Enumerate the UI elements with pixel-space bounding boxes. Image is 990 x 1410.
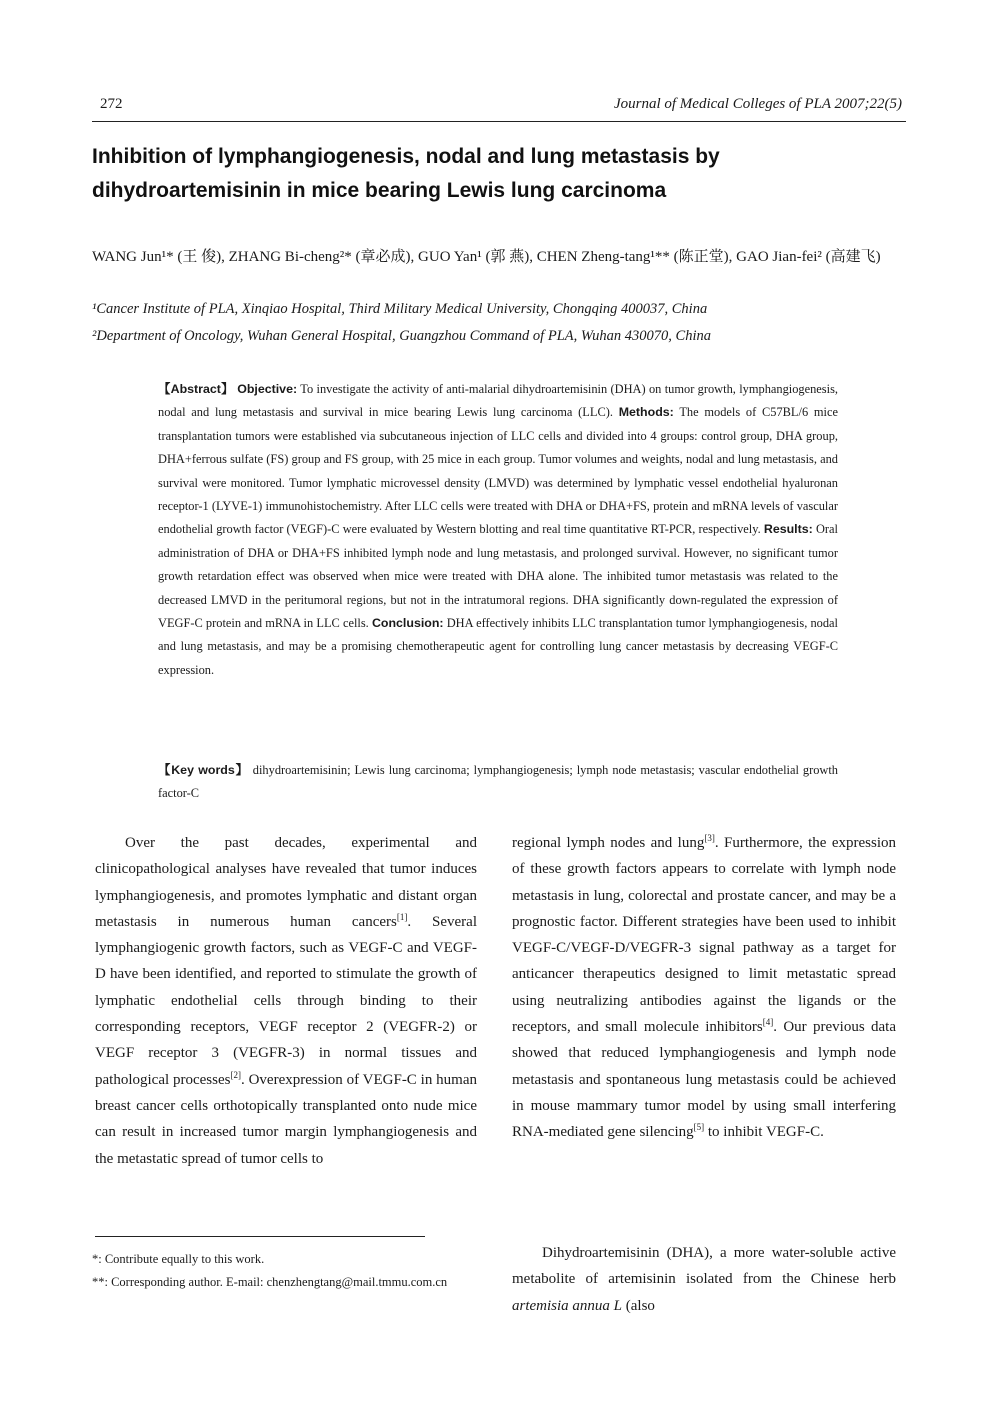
body-paragraph-left [95,830,477,1172]
keywords [158,759,838,806]
body-paragraph-right-1 [512,830,896,1146]
objective-label: Objective: [237,382,298,396]
article-title: Inhibition of lymphangiogenesis, nodal and lung metastasis by dihydroartemisinin in mice bearing Lewis lung carcinoma [92,145,720,202]
journal-running-header: Journal of Medical Colleges of PLA 2007;22(5) [613,96,902,112]
citation-ref: [5] [693,1122,705,1133]
footnote-rule [95,1236,425,1237]
citation-ref: [4] [762,1017,774,1028]
body-paragraph-right-2 [512,1240,896,1319]
affiliation-2: ²Department of Oncology, Wuhan General Hospital, Guangzhou Command of PLA, Wuhan 430070, China [92,328,711,344]
methods-text: The models of C57BL/6 mice transplantation tumors were established via subcutaneous injection of LLC cells and divided into 4 groups: control group, DHA group, DHA+ferrous sulfate (FS) group and FS group, with 25 mice in each group. Tumor volumes and weights, nodal and lung metastasis, and survival were monitored. Tumor lymphatic microvessel density (LMVD) was determined by lymphatic vessel endothelial hyaluronan receptor-1 (LYVE-1) immunohistochemistry. After LLC cells were treated with DHA or DHA+FS, protein and mRNA levels of vascular endothelial growth factor (VEGF)-C were evaluated by Western blotting and real time quantitative RT-PCR, respectively. [158,405,838,537]
citation-ref: [3] [704,833,715,843]
objective-text: To investigate the activity of anti-malarial dihydroartemisinin (DHA) on tumor growth, lymphangiogenesis, nodal and lung metastasis and survival in mice bearing Lewis lung carcinoma (LLC). [158,382,838,420]
conclusion-text: DHA effectively inhibits LLC transplantation tumor lymphangiogenesis, nodal and lung metastasis, and may be a promising chemotherapeutic agent for controlling lung cancer metastasis by decreasing VEGF-C expression. [158,616,838,677]
abstract [158,378,838,682]
keywords-label: 【Key words】 [158,763,249,777]
results-label: Results: [763,522,813,537]
conclusion-label: Conclusion: [371,616,444,631]
keywords-text: dihydroartemisinin; Lewis lung carcinoma; lymphangiogenesis; lymph node metastasis; vascular endothelial growth factor-C [158,763,838,801]
body-text: Dihydroartemisinin (DHA), a more water-soluble active metabolite of artemisinin isolated from the Chinese herb [512,1245,896,1288]
results-text: Oral administration of DHA or DHA+FS inhibited lymph node and lung metastasis, and prolonged survival. However, no significant tumor growth retardation effect was observed when mice were treated with DHA alone. The inhibited tumor metastasis was related to the decreased LMVD in the peritumoral regions, but not in the intratumoral regions. DHA significantly down-regulated the expression of VEGF-C protein and mRNA in LLC cells. [158,522,838,631]
citation-ref: [2] [230,1069,241,1080]
footnote-corresponding-author: **: Corresponding author. E-mail: chenzhengtang@mail.tmmu.com.cn [92,1275,448,1289]
body-text: Over the past decades, experimental and clinicopathological analyses have revealed that tumor induces lymphangiogenesis, and promotes lymphatic and distant organ metastasis in numerous human cancers [95,835,477,930]
author-list: WANG Jun¹* (王 俊), ZHANG Bi-cheng²* (章必成), GUO Yan¹ (郭 燕), CHEN Zheng-tang¹** (陈正堂), GAO Jian-fei² (高建飞) [92,249,881,265]
body-text: (also [622,1297,655,1314]
abstract-label: 【Abstract】 [158,382,234,396]
header-rule [92,121,906,122]
species-name: artemisia annua L [512,1297,623,1314]
citation-ref: [1] [396,911,408,922]
body-text: to inhibit VEGF-C. [704,1124,824,1141]
body-text: . Overexpression of VEGF-C in human breast cancer cells orthotopically transplanted onto nude mice can result in increased tumor margin lymphangiogenesis and the metastatic spread of tumor cells to [95,1071,478,1167]
methods-label: Methods: [618,405,674,420]
body-text: regional lymph nodes and lung [512,835,705,851]
body-text: . Our previous data showed that reduced lymphangiogenesis and lymph node metastasis and spontaneous lung metastasis could be achieved in mouse mammary tumor model by using small interfering RNA-mediated gene silencing [512,1019,897,1141]
body-text: . Furthermore, the expression of these growth factors appears to correlate with lymph node metastasis in lung, colorectal and prostate cancer, and may be a prognostic factor. Different strategies have been used to inhibit VEGF-C/VEGF-D/VEGFR-3 signal pathway as a target for anticancer therapeutics designed to limit metastatic spread using neutralizing antibodies against the ligands or the receptors, and small molecule inhibitors [512,835,896,1036]
footnote-equal-contribution: *: Contribute equally to this work. [92,1252,265,1266]
page-number: 272 [100,96,123,112]
body-text: . Several lymphangiogenic growth factors, such as VEGF-C and VEGF-D have been identified, and reported to stimulate the growth of lymphatic endothelial cells through binding to their corresponding receptors, VEGF receptor 2 (VEGFR-2) or VEGF receptor 3 (VEGFR-3) in normal tissues and pathological processes [95,913,477,1088]
affiliation-1: ¹Cancer Institute of PLA, Xinqiao Hospital, Third Military Medical University, Chongqing 400037, China [92,301,708,317]
